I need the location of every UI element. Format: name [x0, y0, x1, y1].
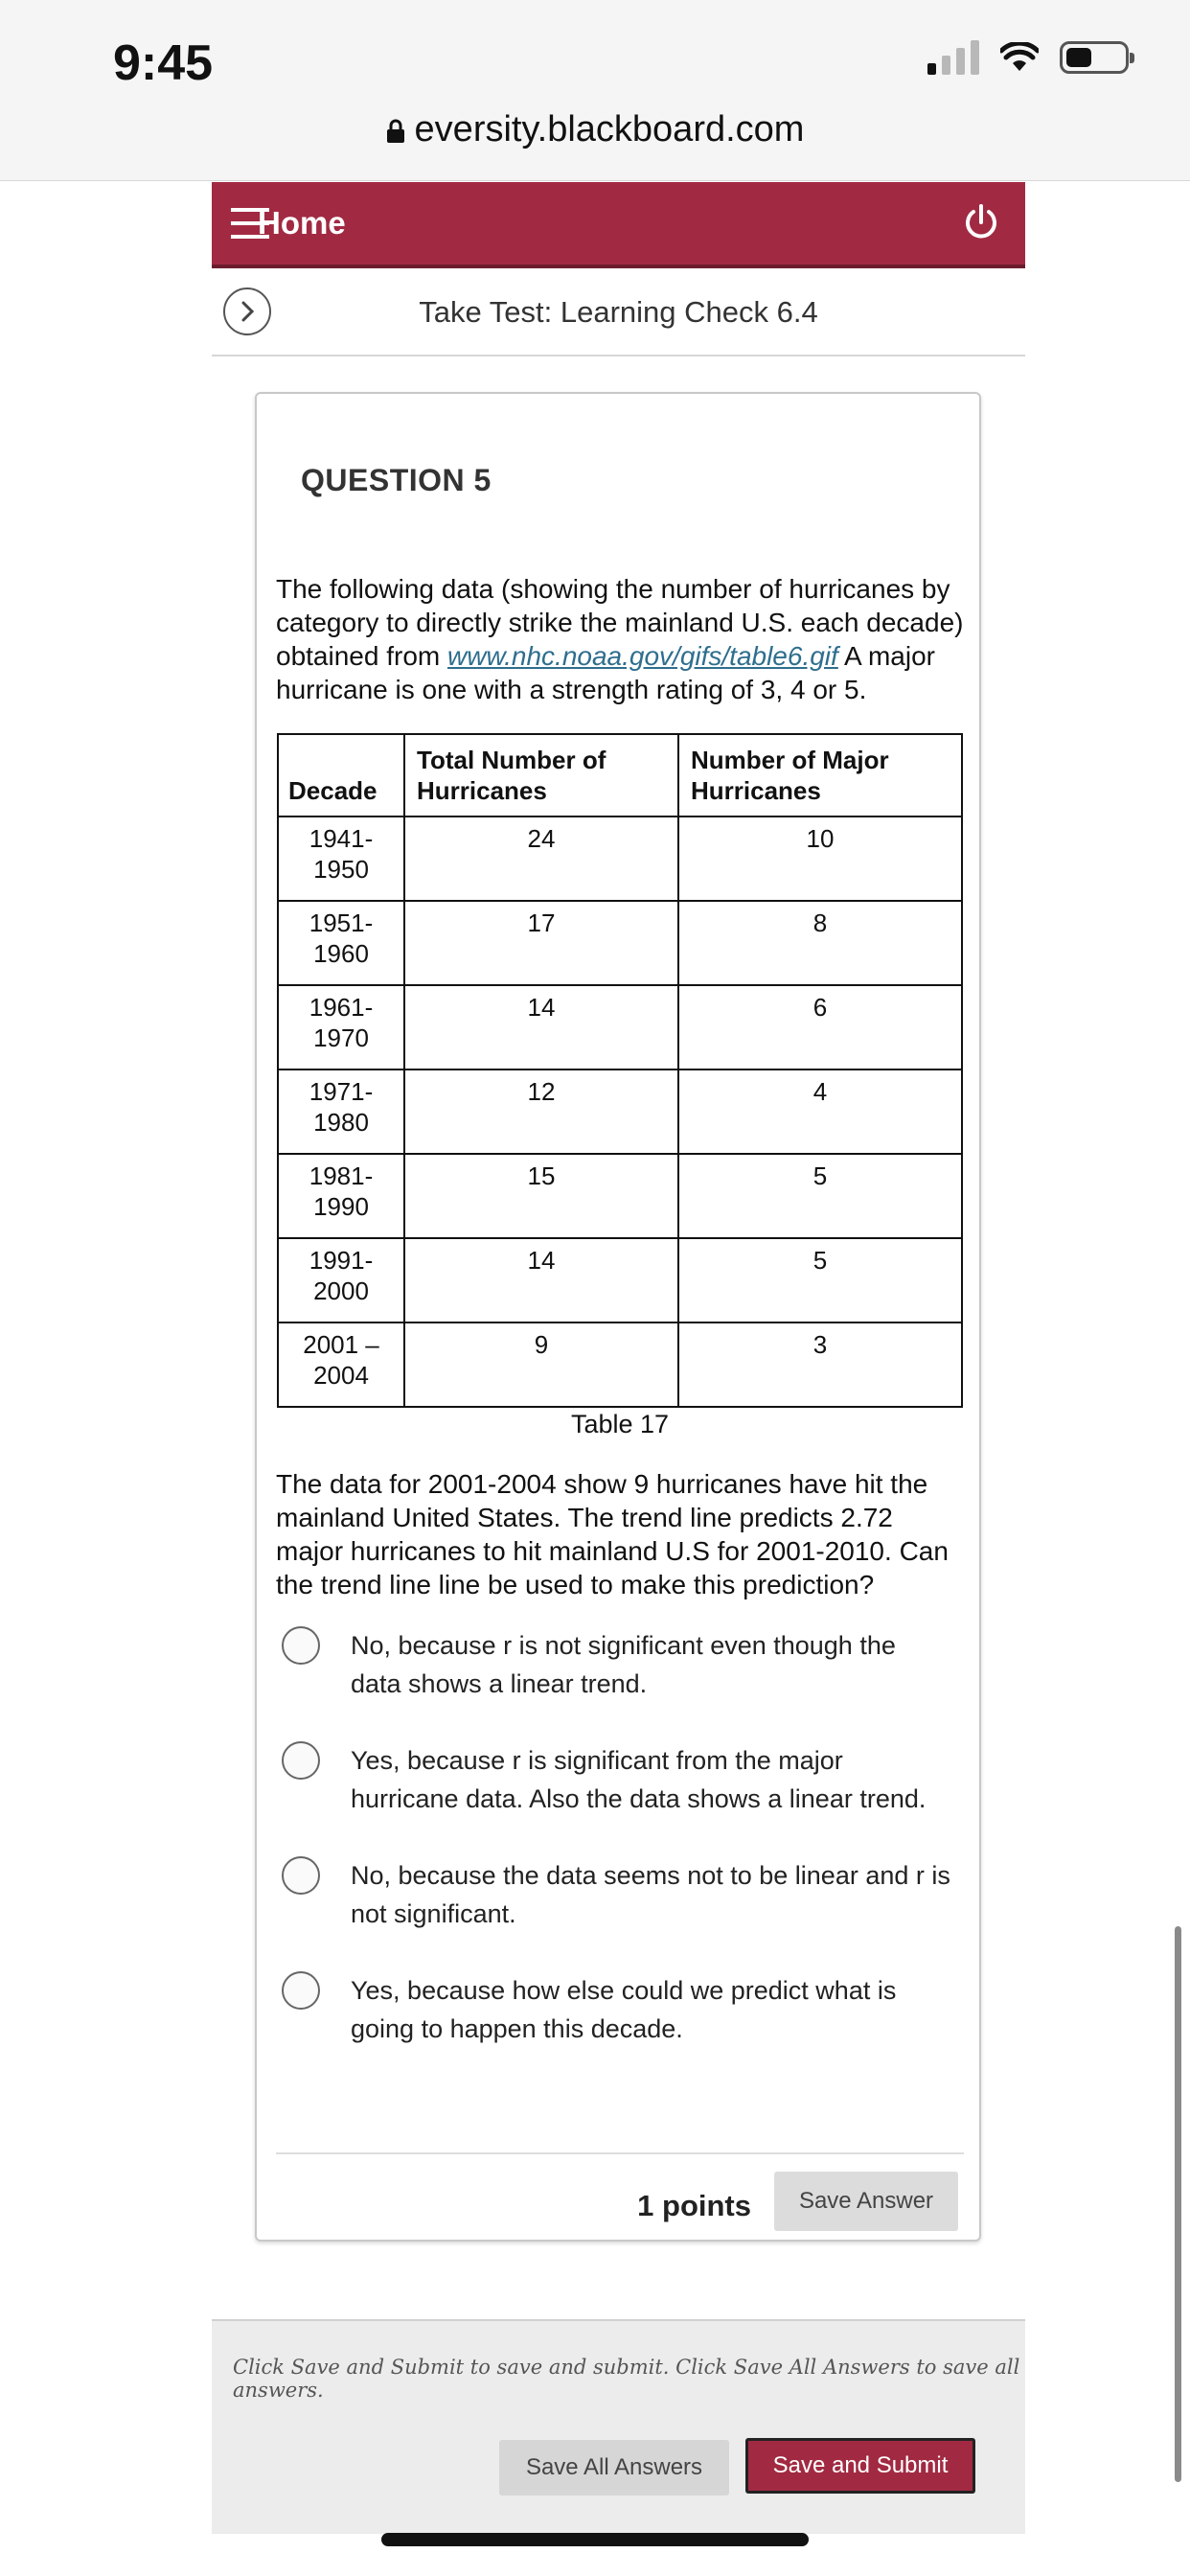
source-link[interactable]: www.nhc.noaa.gov/gifs/table6.gif — [447, 641, 838, 671]
address-bar[interactable] — [0, 109, 1190, 150]
cell-decade: 1961- 1970 — [278, 985, 404, 1070]
test-subheader — [212, 270, 1025, 356]
table-row — [278, 1238, 962, 1322]
wifi-icon — [1000, 42, 1039, 73]
table-row — [278, 816, 962, 901]
menu-button[interactable] — [231, 201, 346, 245]
battery-icon — [1060, 41, 1129, 74]
table-row — [278, 1070, 962, 1154]
question-title: QUESTION 5 — [301, 463, 492, 497]
cell-decade: 1951- 1960 — [278, 901, 404, 985]
cell-major: 6 — [678, 985, 962, 1070]
cell-total: 17 — [404, 901, 678, 985]
answer-label: No, because the data seems not to be linear and r is not significant. — [351, 1861, 950, 1928]
submit-panel — [212, 2319, 1025, 2534]
answer-option-1[interactable] — [282, 1626, 952, 1703]
answer-label: Yes, because how else could we predict what is going to happen this decade. — [351, 1976, 897, 2043]
table-row — [278, 985, 962, 1070]
cell-decade: 2001 – 2004 — [278, 1322, 404, 1407]
table-row — [278, 901, 962, 985]
hurricane-table — [277, 733, 963, 1408]
cell-major: 5 — [678, 1238, 962, 1322]
status-bar — [0, 0, 1190, 181]
answer-options — [282, 1626, 952, 2086]
cell-total: 24 — [404, 816, 678, 901]
question-prompt: The data for 2001-2004 show 9 hurricanes have hit the mainland United States. The trend line predicts 2.72 major hurricanes to hit mainland U.S for 2001-2010. Can the trend line line be used to make this prediction? — [276, 1469, 949, 1599]
cell-decade: 1991- 2000 — [278, 1238, 404, 1322]
header-total: Total Number of Hurricanes — [404, 734, 678, 816]
points-value: 1 points — [637, 2189, 751, 2222]
scrollbar[interactable] — [1175, 1926, 1181, 2482]
status-time: 9:45 — [113, 35, 214, 91]
cell-total: 14 — [404, 1238, 678, 1322]
cell-total: 15 — [404, 1154, 678, 1238]
save-and-submit-button[interactable]: Save and Submit — [745, 2438, 975, 2494]
cell-major: 10 — [678, 816, 962, 901]
table-row — [278, 1322, 962, 1407]
answer-label: No, because r is not significant even though the data shows a linear trend. — [351, 1631, 896, 1698]
home-link[interactable]: Home — [258, 205, 346, 241]
save-all-answers-button[interactable]: Save All Answers — [499, 2440, 729, 2496]
radio-button[interactable] — [282, 1971, 320, 2010]
question-intro — [276, 572, 964, 706]
cell-major: 8 — [678, 901, 962, 985]
answer-option-4[interactable] — [282, 1971, 952, 2048]
radio-button[interactable] — [282, 1741, 320, 1780]
intro-text-after-link: A major hurricane is one with a strength rating of 3, 4 or 5. — [276, 641, 935, 704]
cell-major: 3 — [678, 1322, 962, 1407]
answer-option-2[interactable] — [282, 1741, 952, 1818]
cell-major: 5 — [678, 1154, 962, 1238]
question-card — [255, 392, 981, 2242]
cell-total: 9 — [404, 1322, 678, 1407]
header-major: Number of Major Hurricanes — [678, 734, 962, 816]
radio-button[interactable] — [282, 1856, 320, 1895]
test-title: Take Test: Learning Check 6.4 — [419, 295, 818, 329]
url-text: eversity.blackboard.com — [414, 109, 805, 150]
cell-decade: 1981- 1990 — [278, 1154, 404, 1238]
intro-text-before-link: The following data (showing the number of hurricanes by category to directly strike the mainland U.S. each decade) obtained from — [276, 574, 964, 671]
power-icon[interactable] — [960, 201, 1002, 243]
table-caption: Table 17 — [570, 1410, 670, 1438]
home-indicator[interactable] — [381, 2533, 809, 2546]
submit-hint: Click Save and Submit to save and submit. Click Save All Answers to save all answers. — [233, 2356, 1020, 2402]
app-header — [212, 182, 1025, 268]
header-decade: Decade — [278, 734, 404, 816]
table-row — [278, 1154, 962, 1238]
status-icons — [927, 40, 1129, 75]
cellular-signal-icon — [927, 40, 979, 75]
cell-total: 12 — [404, 1070, 678, 1154]
cell-total: 14 — [404, 985, 678, 1070]
answer-label: Yes, because r is significant from the major hurricane data. Also the data shows a linear trend. — [351, 1746, 927, 1813]
lock-icon — [386, 119, 405, 144]
table-header-row — [278, 734, 962, 816]
cell-decade: 1971- 1980 — [278, 1070, 404, 1154]
cell-decade: 1941- 1950 — [278, 816, 404, 901]
cell-major: 4 — [678, 1070, 962, 1154]
save-answer-button[interactable]: Save Answer — [774, 2172, 958, 2231]
radio-button[interactable] — [282, 1626, 320, 1665]
question-footer — [276, 2152, 964, 2231]
answer-option-3[interactable] — [282, 1856, 952, 1933]
